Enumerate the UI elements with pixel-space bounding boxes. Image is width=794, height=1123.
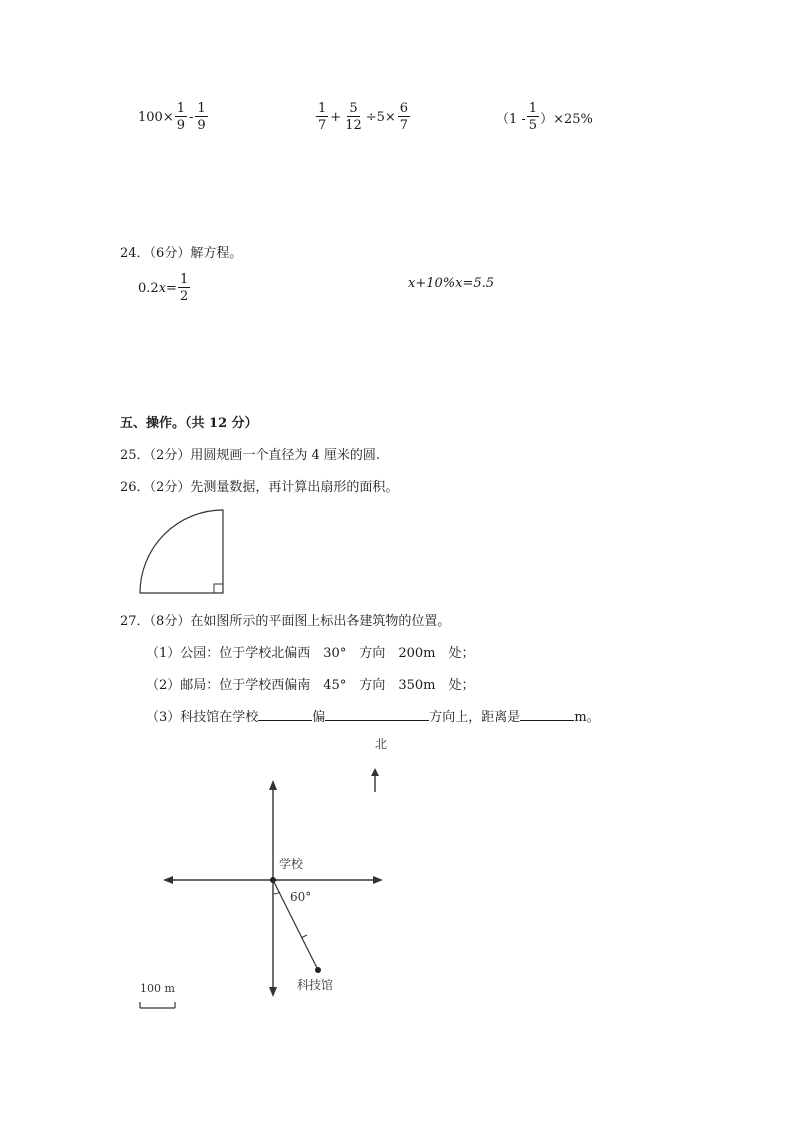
operator: + xyxy=(330,109,342,125)
angle-label: 60° xyxy=(290,890,312,904)
fraction: $\frac{1}{5}$ xyxy=(528,101,538,133)
operator: = xyxy=(166,280,177,296)
fraction: $\frac{1}{7}$ xyxy=(318,101,327,133)
answer-blank-direction-1[interactable] xyxy=(258,708,312,721)
q26-text: 26．（2分）先测量数据，再计算出扇形的面积。 xyxy=(120,480,399,495)
answer-blank-angle[interactable] xyxy=(325,708,429,721)
fraction: $\frac{1}{9}$ xyxy=(197,101,206,133)
fraction: $\frac{1}{2}$ xyxy=(179,272,189,304)
expr-text: 100× xyxy=(138,109,174,125)
scale-label: 100 m xyxy=(140,982,175,995)
operator: - xyxy=(189,109,194,125)
school-label: 学校 xyxy=(279,857,304,871)
scale-bar xyxy=(140,1002,175,1008)
q27-sub-3-text: 偏 xyxy=(312,710,326,725)
fraction: $\frac{6}{7}$ xyxy=(399,101,409,133)
fraction: $\frac{1}{9}$ xyxy=(176,101,185,133)
q27-sub-1: （1）公园：位于学校北偏西 30° 方向 200m 处； xyxy=(146,646,475,661)
expr-text: 0.2 xyxy=(138,280,159,296)
q24-equation-1 xyxy=(138,273,191,303)
q27-title: 27．（8分）在如图所示的平面图上标出各建筑物的位置。 xyxy=(120,614,451,629)
sector-figure xyxy=(136,506,232,598)
expr-text: （1 - xyxy=(496,111,526,127)
variable: x xyxy=(158,280,167,296)
expr-text: ）×25% xyxy=(540,111,593,127)
q27-sub-2: （2）邮局：位于学校西偏南 45° 方向 350m 处； xyxy=(146,678,475,693)
north-arrow-icon xyxy=(371,768,379,792)
q24-title: 24．（6分）解方程。 xyxy=(120,246,243,261)
q27-sub-3 xyxy=(146,706,600,725)
museum-point xyxy=(315,967,321,973)
calc-expression-1 xyxy=(138,102,209,132)
q27-sub-3-text: （3）科技馆在学校 xyxy=(146,710,259,725)
q24-equation-2: x+10%x=5.5 xyxy=(408,276,495,291)
section-five-heading: 五、操作。（共 12 分） xyxy=(120,416,258,431)
q27-sub-3-text: 方向上，距离是 xyxy=(429,710,521,725)
q27-sub-3-text: m。 xyxy=(574,710,600,725)
operator: ÷5× xyxy=(365,109,396,125)
map-diagram xyxy=(130,730,430,1020)
answer-blank-distance[interactable] xyxy=(520,708,574,721)
north-label: 北 xyxy=(375,737,388,751)
vertical-axis xyxy=(269,780,277,997)
calc-expression-3 xyxy=(496,102,593,132)
q25-text: 25．（2分）用圆规画一个直径为 4 厘米的圆. xyxy=(120,448,380,463)
museum-label: 科技馆 xyxy=(297,978,334,992)
calc-expression-2 xyxy=(315,102,411,132)
fraction: $\frac{5}{12}$ xyxy=(345,101,362,133)
